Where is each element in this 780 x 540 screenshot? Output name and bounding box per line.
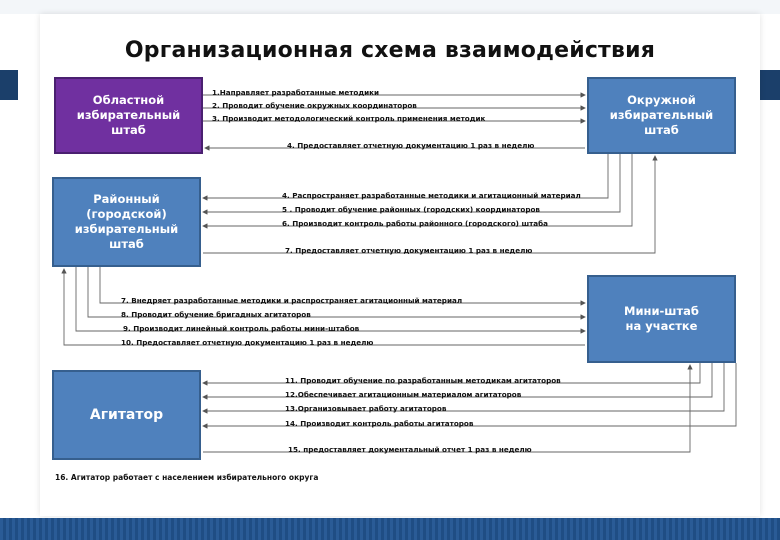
link-label-10: 8. Проводит обучение бригадных агитаторов	[121, 310, 311, 319]
link-label-1: 1.Направляет разработанные методики	[212, 88, 380, 97]
diagram-title: Организационная схема взаимодействия	[124, 38, 656, 63]
link-label-11: 9. Производит линейный контроль работы мини-штабов	[123, 324, 360, 333]
box-mini-hq-label: Мини-штаб на участке	[624, 304, 699, 333]
link-label-3: 3. Производит методологический контроль применения методик	[212, 114, 486, 123]
link-label-12: 10. Предоставляет отчетную документацию 1 раз в неделю	[121, 338, 374, 347]
arrow-10-report	[64, 269, 585, 345]
link-label-16: 14. Производит контроль работы агитаторов	[285, 419, 474, 428]
link-label-9: 7. Внедряет разработанные методики и распространяет агитационный материал	[121, 296, 463, 305]
link-label-17: 15. предоставляет документальный отчет 1 раз в неделю	[288, 445, 532, 454]
footnote: 16. Агитатор работает с населением избирательного округа	[55, 473, 319, 482]
arrow-5	[203, 154, 620, 212]
link-label-8: 7. Предоставляет отчетную документацию 1 раз в неделю	[285, 246, 533, 255]
link-label-14: 12.Обеспечивает агитационным материалом агитаторов	[285, 390, 522, 399]
box-rayon-hq-label: Районный (городской) избирательный штаб	[74, 192, 179, 251]
link-label-2: 2. Проводит обучение окружных координаторов	[212, 101, 417, 110]
box-okrug-hq-label: Окружной избирательный штаб	[609, 93, 714, 137]
box-agitator-label: Агитатор	[89, 406, 164, 423]
link-label-4: 4. Предоставляет отчетную документацию 1 раз в неделю	[287, 141, 535, 150]
link-label-7: 6. Производит контроль работы районного (городского) штаба	[282, 219, 548, 228]
box-oblast-hq-label: Областной избирательный штаб	[76, 93, 181, 137]
link-label-6: 5 . Проводит обучение районных (городских) координаторов	[282, 205, 540, 214]
link-label-13: 11. Проводит обучение по разработанным методикам агитаторов	[285, 376, 561, 385]
link-label-15: 13.Организовывает работу агитаторов	[285, 404, 447, 413]
link-label-5: 4. Распространяет разработанные методики и агитационный материал	[282, 191, 581, 200]
arrow-6	[203, 154, 632, 226]
arrow-13	[203, 363, 724, 411]
